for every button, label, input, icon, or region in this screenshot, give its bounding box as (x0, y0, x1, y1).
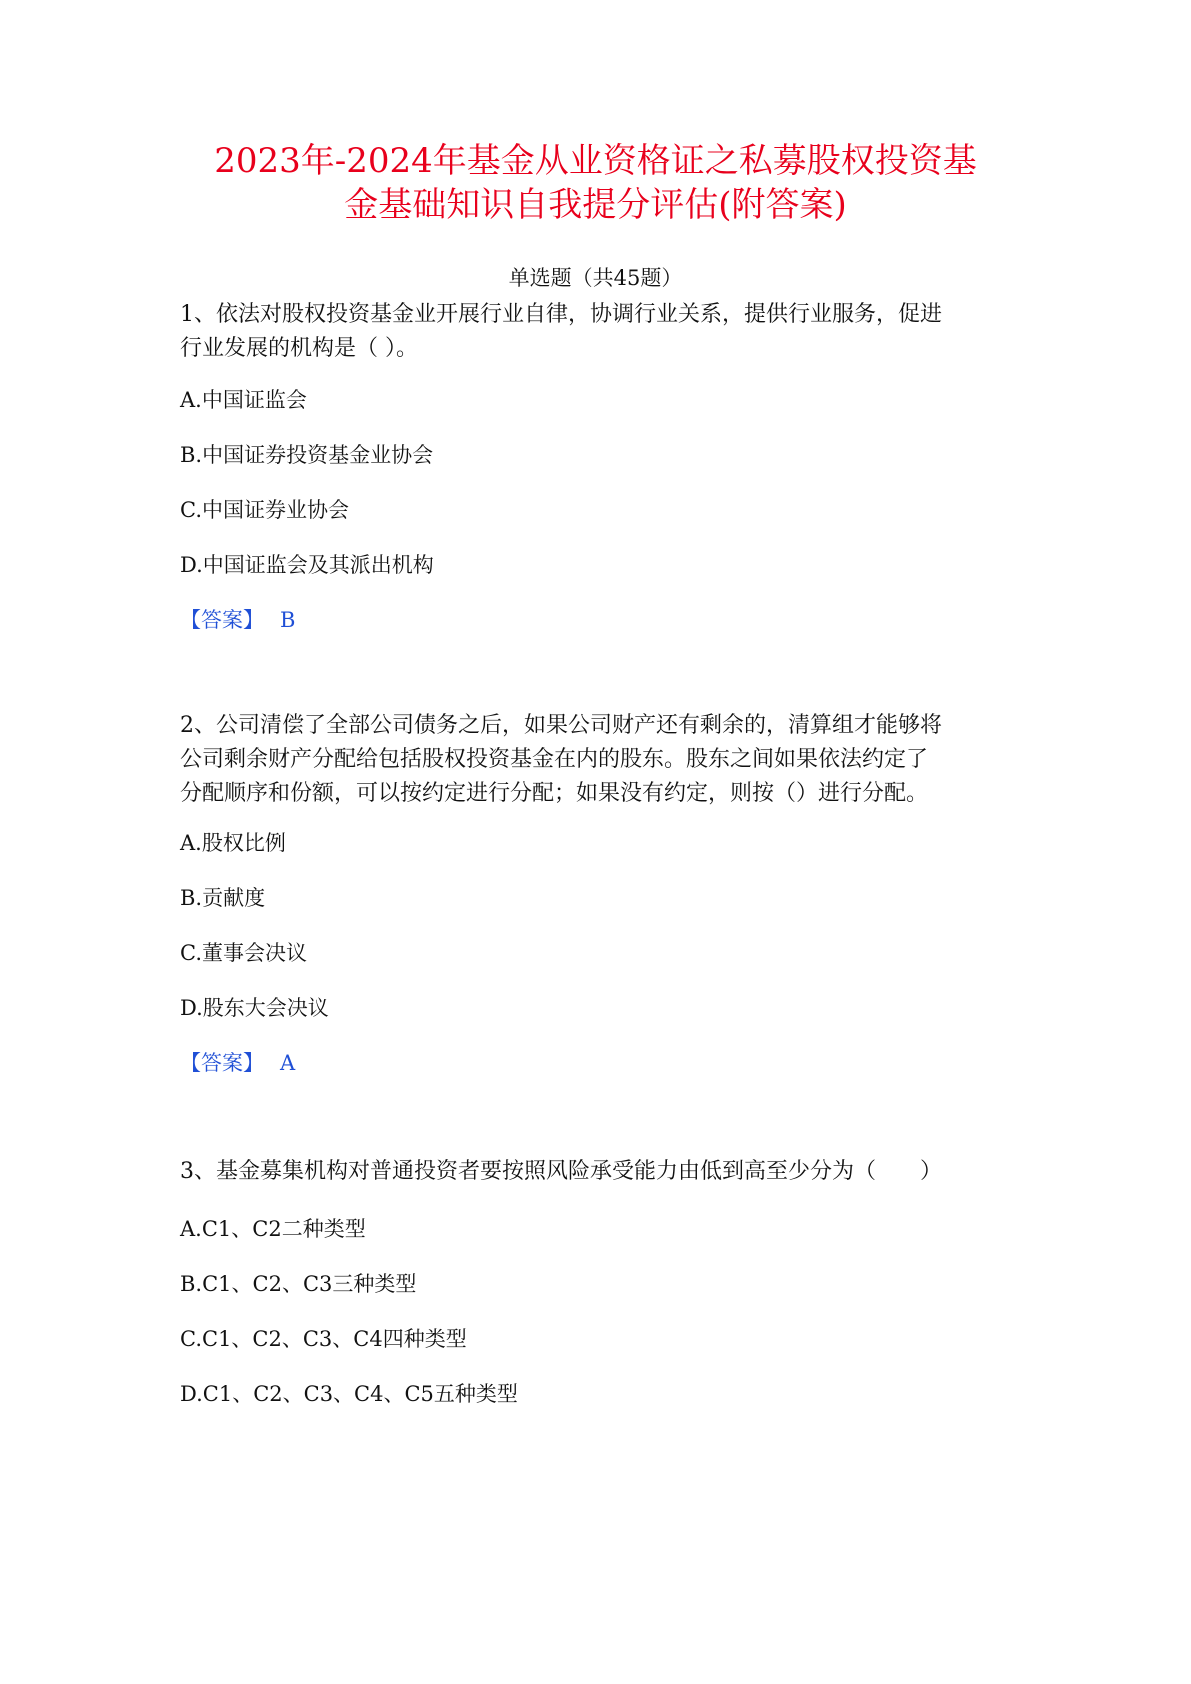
question-2-option-d: D.股东大会决议 (180, 996, 329, 1020)
question-1-stem-line-1: 1、依法对股权投资基金业开展行业自律，协调行业关系，提供行业服务，促进 (180, 302, 942, 327)
question-3-option-a: A.C1、C2二种类型 (180, 1217, 366, 1241)
question-2-answer-label: 【答案】 (180, 1051, 264, 1075)
question-3-option-c: C.C1、C2、C3、C4四种类型 (180, 1327, 467, 1351)
question-1-answer-value: B (280, 608, 296, 632)
question-2-option-b: B.贡献度 (180, 886, 266, 910)
question-2-stem-line-2: 公司剩余财产分配给包括股权投资基金在内的股东。股东之间如果依法约定了 (180, 747, 929, 772)
question-3-option-d: D.C1、C2、C3、C4、C5五种类型 (180, 1382, 518, 1406)
question-1-stem-line-2: 行业发展的机构是（ ）。 (180, 336, 418, 361)
question-1-option-c: C.中国证券业协会 (180, 498, 349, 522)
question-1-option-a: A.中国证监会 (180, 388, 307, 412)
question-2-answer-value: A (280, 1051, 296, 1075)
question-1-option-b: B.中国证券投资基金业协会 (180, 443, 434, 467)
question-3-stem (180, 1155, 1030, 1189)
question-2-stem-line-3: 分配顺序和份额，可以按约定进行分配；如果没有约定，则按（）进行分配。 (180, 781, 929, 806)
question-1-stem (180, 298, 1030, 366)
question-2-stem (180, 709, 1030, 811)
question-2-stem-line-1: 2、公司清偿了全部公司债务之后，如果公司财产还有剩余的，清算组才能够将 (180, 713, 942, 738)
question-3-option-b: B.C1、C2、C3三种类型 (180, 1272, 417, 1296)
question-1-option-d: D.中国证监会及其派出机构 (180, 553, 434, 577)
question-2-option-a: A.股权比例 (180, 831, 286, 855)
document-title-line-1: 2023年-2024年基金从业资格证之私募股权投资基 (214, 141, 977, 181)
question-2-answer (180, 1047, 295, 1079)
question-3-stem-line-1: 3、基金募集机构对普通投资者要按照风险承受能力由低到高至少分为（ ） (180, 1159, 942, 1184)
question-1-answer (180, 604, 295, 636)
document-title-line-2: 金基础知识自我提分评估(附答案) (344, 185, 847, 225)
question-1-answer-label: 【答案】 (180, 608, 264, 632)
section-heading: 单选题（共45题） (508, 266, 683, 290)
question-2-option-c: C.董事会决议 (180, 941, 307, 965)
